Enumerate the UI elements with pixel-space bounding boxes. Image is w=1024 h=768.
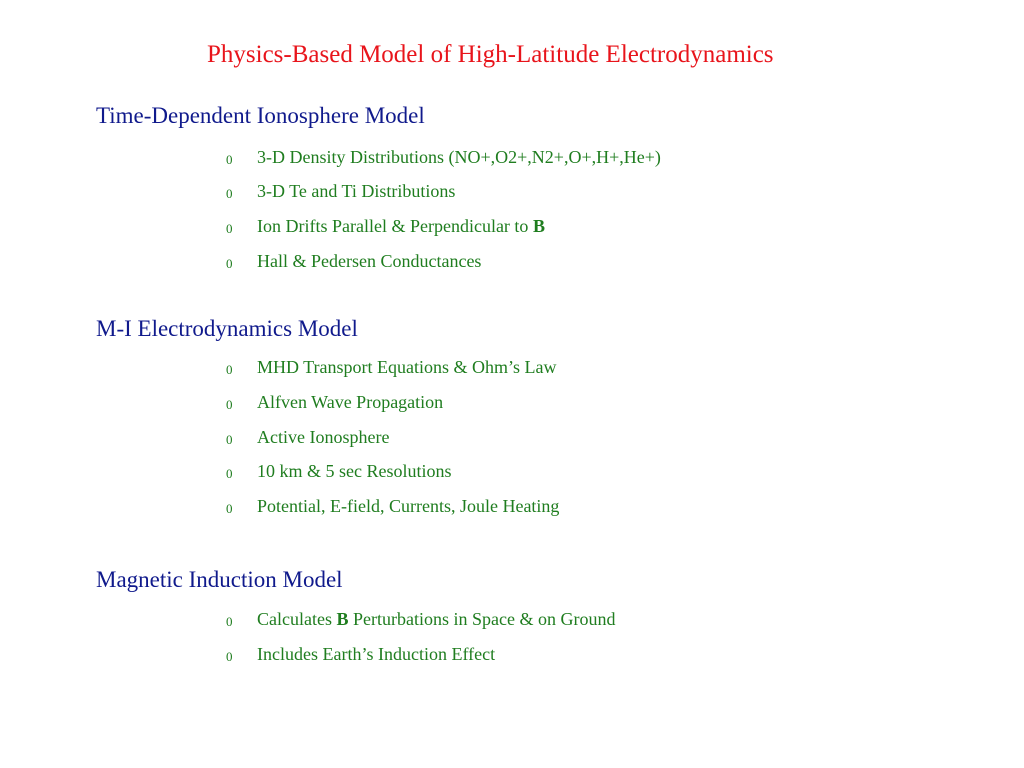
bullet-marker: 0	[226, 186, 233, 201]
list-item-text-start: Calculates	[257, 609, 337, 629]
list-item-text	[257, 425, 389, 449]
bold-symbol: B	[532, 216, 545, 236]
slide-title: Physics-Based Model of High-Latitude Electrodynamics	[207, 41, 774, 68]
list-item-text-start: 10 km & 5 sec Resolutions	[257, 461, 452, 481]
bullet-marker: 0	[226, 466, 233, 481]
bold-symbol: B	[336, 609, 349, 629]
list-item-text	[257, 355, 557, 379]
list-item-text	[257, 607, 615, 631]
list-item-text	[257, 214, 545, 238]
bullet-marker: 0	[226, 614, 233, 629]
section-heading: M-I Electrodynamics Model	[96, 316, 358, 341]
bullet-marker: 0	[226, 362, 233, 377]
list-item-text-start: Active Ionosphere	[257, 427, 390, 447]
bullet-marker: 0	[226, 256, 233, 271]
section-heading: Time-Dependent Ionosphere Model	[96, 103, 425, 128]
bullet-marker: 0	[226, 649, 233, 664]
list-item-text-start: Includes Earth’s Induction Effect	[257, 644, 496, 664]
bullet-marker: 0	[226, 432, 233, 447]
bullet-marker: 0	[226, 397, 233, 412]
section-heading: Magnetic Induction Model	[96, 567, 343, 592]
list-item-text	[257, 179, 455, 203]
list-item-text	[257, 145, 661, 169]
list-item-text-end: Perturbations in Space & on Ground	[348, 609, 616, 629]
list-item-text-start: Potential, E-field, Currents, Joule Heating	[257, 496, 560, 516]
bullet-marker: 0	[226, 152, 233, 167]
bullet-marker: 0	[226, 501, 233, 516]
list-item-text-start: 3-D Te and Ti Distributions	[257, 181, 456, 201]
list-item-text	[257, 642, 495, 666]
list-item-text-start: 3-D Density Distributions (NO+,O2+,N2+,O+,H+,He+)	[257, 147, 661, 167]
list-item-text	[257, 249, 481, 273]
list-item-text	[257, 494, 559, 518]
list-item-text-start: MHD Transport Equations & Ohm’s Law	[257, 357, 557, 377]
list-item-text-start: Alfven Wave Propagation	[257, 392, 444, 412]
bullet-marker: 0	[226, 221, 233, 236]
list-item-text	[257, 459, 452, 483]
list-item-text-start: Hall & Pedersen Conductances	[257, 251, 482, 271]
list-item-text-start: Ion Drifts Parallel & Perpendicular to	[257, 216, 533, 236]
list-item-text	[257, 390, 443, 414]
